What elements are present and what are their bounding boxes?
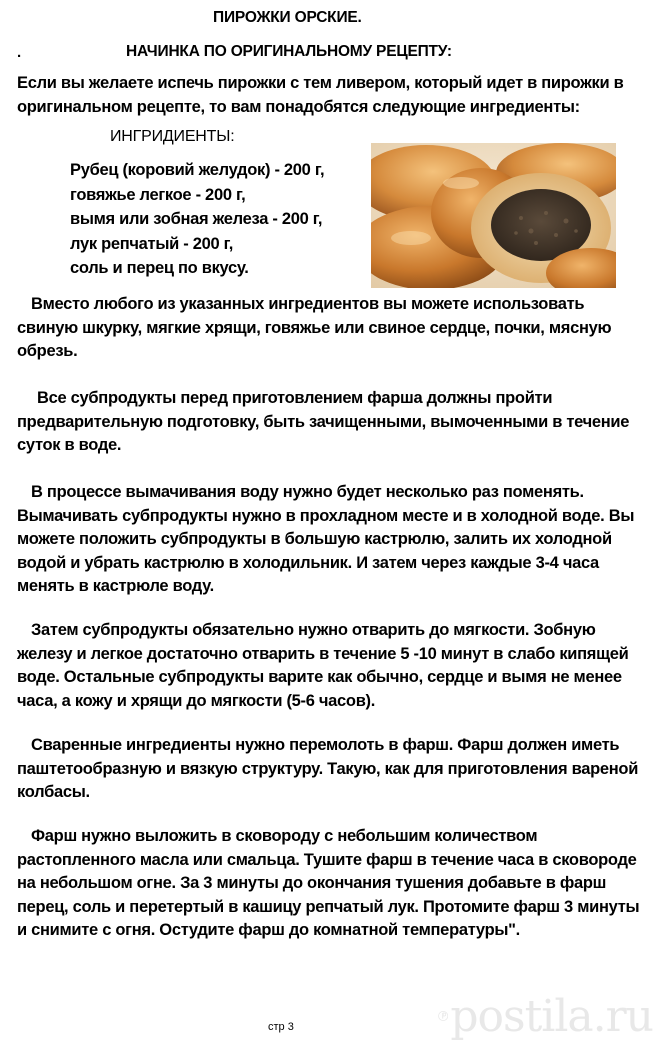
paragraph-preparation: Все субпродукты перед приготовлением фарша должны пройти предварительную подготовку, быть зачищенными, вымоченными в течение суток в воде. [17,389,630,454]
ingredient-item: соль и перец по вкусу. [70,259,249,277]
paragraph-substitutes: Вместо любого из указанных ингредиентов вы можете использовать свиную шкурку, мягкие хрящи, говяжье или свиное сердце, почки, мясную обрезь. [17,295,612,360]
ingredient-item: говяжье легкое - 200 г, [70,185,246,204]
ingredients-heading: ИНГРИДИЕНТЫ: [110,128,235,145]
ingredients-list [70,158,370,281]
ingredient-item: вымя или зобная железа - 200 г, [70,210,323,228]
paragraph-grinding: Сваренные ингредиенты нужно перемолоть в фарш. Фарш должен иметь паштетообразную и вязкую структуру. Такую, как для приготовления вареной колбасы. [17,736,639,801]
page-title: ПИРОЖКИ ОРСКИЕ. [213,9,362,26]
paragraph-stewing: Фарш нужно выложить в сковороду с небольшим количеством растопленного масла или смальца. Тушите фарш в течение часа в сковороде на небольшом огне. За 3 минуты до окончания тушения добавьте в фарш перец, соль и перетертый в кашицу репчатый лук. Протомите фарш 3 минуты и снимите с огня. Остудите фарш до комнатной температуры". [17,827,640,939]
stray-dot: . [17,44,22,61]
watermark-text: postila.ru [450,990,653,1042]
fried-pies-illustration [371,143,616,288]
ingredient-item: Рубец (коровий желудок) - 200 г, [70,161,325,179]
paragraph-boiling: Затем субпродукты обязательно нужно отварить до мягкости. Зобную железу и легкое достаточно отварить в течение 5 -10 минут в слабо кипящей воде. Остальные субпродукты варите как обычно, сердце и вымя не менее часа, а кожу и хрящи до мягкости (5-6 часов). [17,621,629,710]
ingredient-item: лук репчатый - 200 г, [70,234,234,253]
paragraph-soaking: В процессе вымачивания воду нужно будет несколько раз поменять. Вымачивать субпродукты нужно в прохладном месте и в холодной воде. Вы можете положить субпродукты в большую кастрюлю, залить их холодной водой и убрать кастрюлю в холодильник. И затем через каждые 3-4 часа менять в кастрюле воду. [17,483,635,595]
page-number: стр 3 [268,1021,294,1033]
intro-paragraph: Если вы желаете испечь пирожки с тем ливером, который идет в пирожки в оригинальном рецепте, то вам понадобятся следующие ингредиенты: [17,74,624,116]
postila-watermark [438,988,653,1044]
section-subtitle: НАЧИНКА ПО ОРИГИНАЛЬНОМУ РЕЦЕПТУ: [126,43,452,60]
fried-pies-photo [371,143,616,288]
postila-logo-icon [438,988,448,1044]
